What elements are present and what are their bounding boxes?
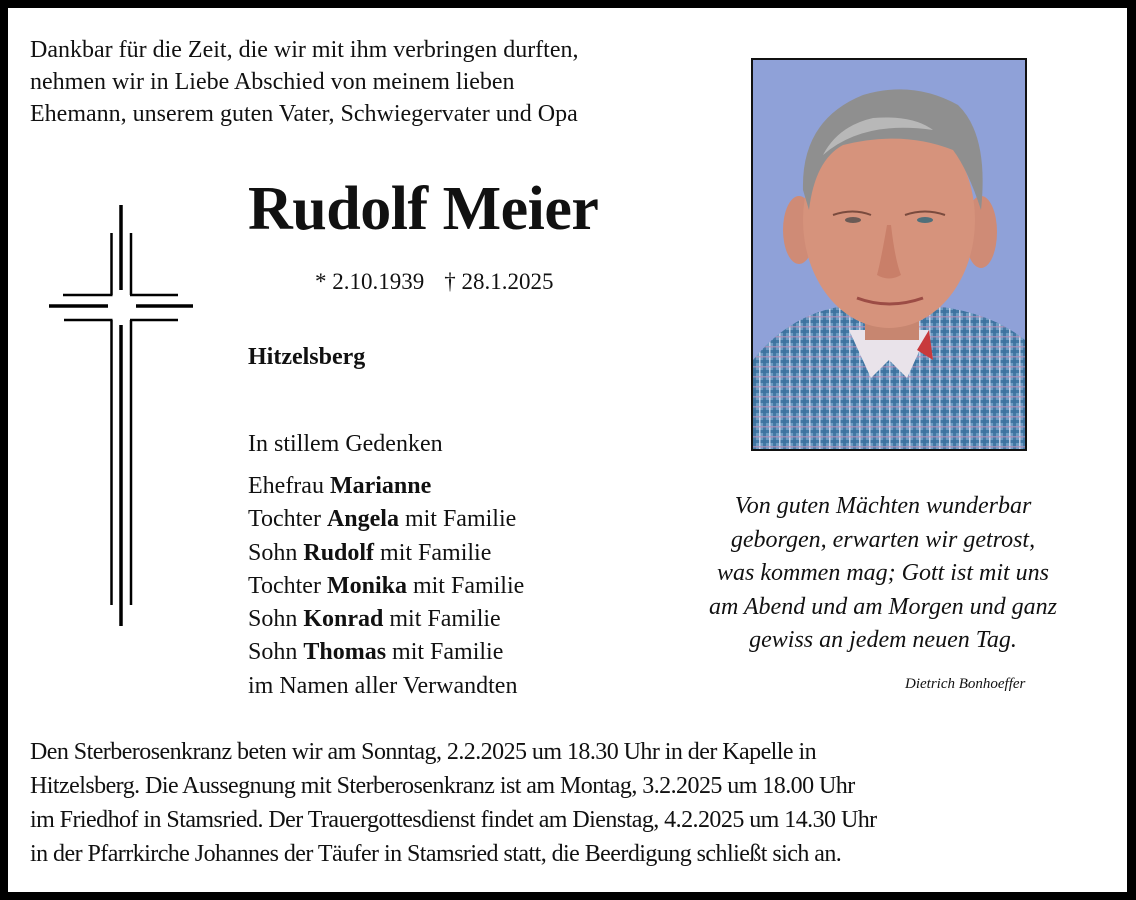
service-line: in der Pfarrkirche Johannes der Täufer in Stamsried statt, die Beerdigung schließt sich an.: [30, 841, 842, 867]
quote-line: geborgen, erwarten wir getrost,: [730, 526, 1036, 553]
deceased-name: Rudolf Meier: [248, 175, 599, 243]
mourner-suffix: mit Familie: [404, 506, 517, 533]
mourner-suffix: mit Familie: [412, 572, 525, 599]
mourner-name: Monika: [326, 572, 407, 599]
hometown: Hitzelsberg: [248, 344, 366, 370]
quote-line: gewiss an jedem neuen Tag.: [749, 627, 1017, 653]
mourner-relation: Sohn: [248, 606, 298, 633]
mourner-entry: [248, 603, 524, 636]
birth-date: * 2.10.1939: [315, 269, 425, 294]
mourner-entry: [248, 470, 524, 503]
cross-icon: [8, 8, 228, 648]
mourner-name: Konrad: [303, 606, 384, 633]
mourner-entry: [248, 503, 524, 536]
mourner-relation: Sohn: [248, 539, 298, 566]
mourner-name: Thomas: [303, 639, 387, 666]
service-line: Den Sterberosenkranz beten wir am Sonntag, 2.2.2025 um 18.30 Uhr in der Kapelle in: [30, 739, 817, 765]
mourner-relation: Tochter: [248, 506, 321, 533]
mourner-suffix: mit Familie: [389, 606, 501, 633]
mourners-list: [248, 470, 524, 703]
mourner-name: Marianne: [329, 473, 432, 499]
quote-author: Dietrich Bonhoeffer: [905, 676, 1026, 692]
mourner-entry: [248, 570, 524, 603]
mourner-name: Rudolf: [303, 539, 375, 566]
mourners-closing: im Namen aller Verwandten: [248, 672, 518, 699]
mourners-heading: In stillem Gedenken: [248, 431, 443, 457]
mourner-suffix: mit Familie: [380, 539, 492, 566]
death-date: † 28.1.2025: [444, 269, 554, 294]
portrait-photo: [751, 58, 1027, 451]
quote-line: was kommen mag; Gott ist mit uns: [717, 560, 1049, 586]
mourner-entry: [248, 636, 524, 669]
life-dates: [315, 269, 554, 295]
obituary-card: [8, 8, 1127, 892]
service-line: Hitzelsberg. Die Aussegnung mit Sterberosenkranz ist am Montag, 3.2.2025 um 18.00 Uhr: [30, 773, 855, 799]
service-line: im Friedhof in Stamsried. Der Trauergottesdienst findet am Dienstag, 4.2.2025 um 14.30 Uhr: [30, 807, 877, 833]
mourner-relation: Ehefrau: [248, 473, 324, 499]
mourner-relation: Tochter: [248, 572, 321, 599]
mourner-relation: Sohn: [248, 639, 298, 666]
intro-line: Dankbar für die Zeit, die wir mit ihm verbringen durften,: [30, 37, 579, 63]
intro-line: nehmen wir in Liebe Abschied von meinem lieben: [30, 69, 515, 95]
intro-line: Ehemann, unserem guten Vater, Schwiegervater und Opa: [30, 101, 578, 127]
service-details: [30, 735, 877, 871]
mourner-entry: [248, 537, 524, 570]
quote-line: am Abend und am Morgen und ganz: [709, 593, 1057, 620]
mourner-suffix: mit Familie: [392, 639, 504, 666]
portrait-illustration: [753, 60, 1025, 449]
quote-line: Von guten Mächten wunderbar: [734, 493, 1032, 519]
bible-quote: [658, 490, 1108, 658]
mourner-name: Angela: [326, 506, 399, 533]
